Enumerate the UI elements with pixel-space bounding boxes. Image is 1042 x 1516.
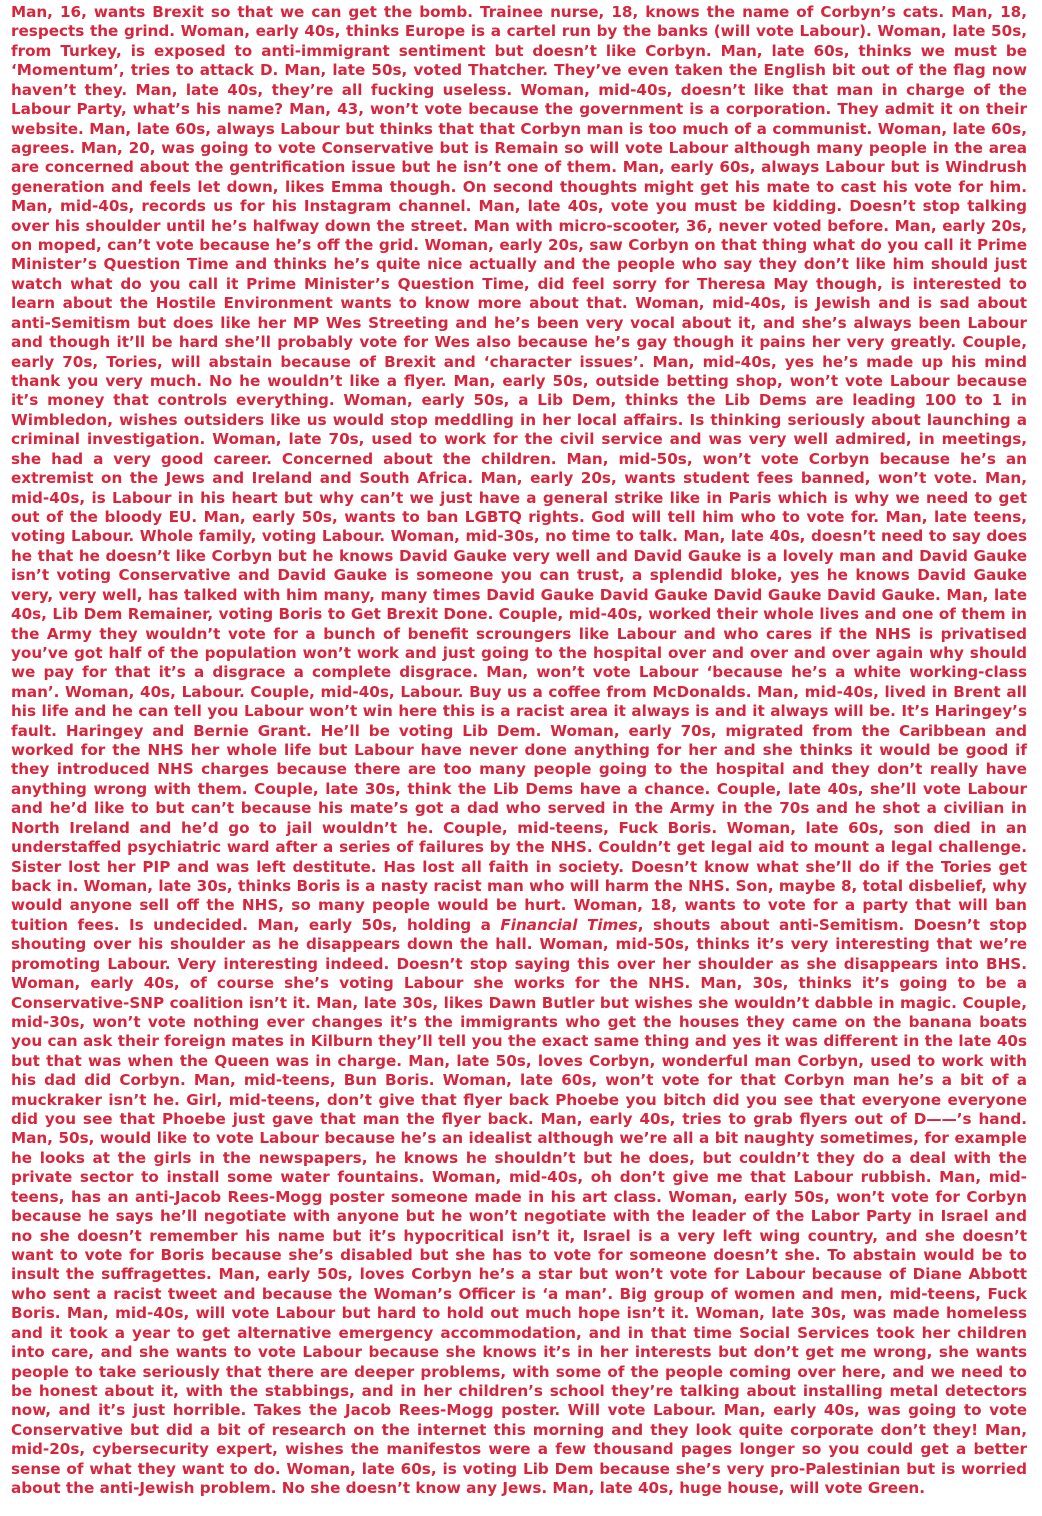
body-text-part-2: , shouts about anti-Semitism. Doesn’t stop shouting over his shoulder as he disappears down the hall. Woman, mid-50s, thinks it’s very interesting that we’re promoting Labour. Very interesting indeed. Doesn’t stop saying this over her shoulder as she disappears into BHS. Woman, early 40s, of course she’s voting Labour she works for the NHS. Man, 30s, thinks it’s going to be a Conservative-SNP coalition isn’t it. Man, late 30s, likes Dawn Butler but wishes she wouldn’t dabble in magic. Couple, mid-30s, won’t vote nothing ever changes it’s the immigrants who get the houses they came on the banana boats you can ask their foreign mates in Kilburn they’ll tell you the exact same thing and yes it was different in the late 40s but that was when the Queen was in charge. Man, late 50s, loves Corbyn, wonderful man Corbyn, used to work with his dad did Corbyn. Man, mid-teens, Bun Boris. Woman, late 60s, won’t vote for that Corbyn man he’s a bit of a muckraker isn’t he. Girl, mid-teens, don’t give that flyer back Phoebe you bitch did you see that everyone everyone did you see that Phoebe just gave that man the flyer back. Man, early 40s, tries to grab flyers out of D——’s hand. Man, 50s, would like to vote Labour because he’s an idealist although we’re all a bit naughty sometimes, for example he looks at the girls in the newspapers, he knows he shouldn’t but he does, but couldn’t they do a deal with the private sector to install some water fountains. Woman, mid-40s, oh don’t give me that Labour rubbish. Man, mid-teens, has an anti-Jacob Rees-Mogg poster someone made in his art class. Woman, early 50s, won’t vote for Corbyn because he says he’ll negotiate with anyone but he won’t negotiate with the leader of the Labor Party in Israel and no she doesn’t remember his name but it’s hypocritical isn’t it, Israel is a very left wing country, and she doesn’t want to vote for Boris because she’s disabled but she has to vote for someone doesn’t she. To abstain would be to insult the suffragettes. Man, early 50s, loves Corbyn he’s a star but won’t vote for Labour because of Diane Abbott who sent a racist tweet and because the Woman’s Officer is ‘a man’. Big group of women and men, mid-teens, Fuck Boris. Man, mid-40s, will vote Labour but hard to hold out much hope isn’t it. Woman, late 30s, was made homeless and it took a year to get alternative emergency accommodation, and in that time Social Services took her children into care, and she wants to vote Labour because she knows it’s in her interests but don’t get me wrong, she wants people to take seriously that there are deeper problems, with some of the people coming over here, and we need to be honest about it, with the stabbings, and in her children’s school they’re talking about installing metal detectors now, and it’s just horrible. Takes the Jacob Rees-Mogg poster. Will vote Labour. Man, early 40s, was going to vote Conservative but did a bit of research on the internet this morning and they look quite corporate don’t they! Man, mid-20s, cybersecurity expert, wishes the manifestos were a few thousand pages longer so you could get a better sense of what they want to do. Woman, late 60s, is voting Lib Dem because she’s very pro-Palestinian but is worried about the anti-Jewish problem. No she doesn’t know any Jews. Man, late 40s, huge house, will vote Green. xyxy=(11,915,1027,1498)
italic-title: Financial Times xyxy=(500,915,638,934)
body-text-part-1: Man, 16, wants Brexit so that we can get the bomb. Trainee nurse, 18, knows the name of Corbyn’s cats. Man, 18, respects the grind. Woman, early 40s, thinks Europe is a cartel run by the banks (will vote Labour). Woman, late 50s, from Turkey, is exposed to anti-immigrant sentiment but doesn’t like Corbyn. Man, late 60s, thinks we must be ‘Momentum’, tries to attack D. Man, late 50s, voted Thatcher. They’ve even taken the English bit out of the flag now haven’t they. Man, late 40s, they’re all fucking useless. Woman, mid-40s, doesn’t like that man in charge of the Labour Party, what’s his name? Man, 43, won’t vote because the government is a corporation. They admit it on their website. Man, late 60s, always Labour but thinks that that Corbyn man is too much of a communist. Woman, late 60s, agrees. Man, 20, was going to vote Conservative but is Remain so will vote Labour although many people in the area are concerned about the gentrification issue but he isn’t one of them. Man, early 60s, always Labour but is Windrush generation and feels let down, likes Emma though. On second thoughts might get his mate to cast his vote for him. Man, mid-40s, records us for his Instagram channel. Man, late 40s, vote you must be kidding. Doesn’t stop talking over his shoulder until he’s halfway down the street. Man with micro-scooter, 36, never voted before. Man, early 20s, on moped, can’t vote because he’s off the grid. Woman, early 20s, saw Corbyn on that thing what do you call it Prime Minister’s Question Time and thinks he’s quite nice actually and the people who say they don’t like him should just watch what do you call it Prime Minister’s Question Time, did feel sorry for Theresa May though, is interested to learn about the Hostile Environment wants to know more about that. Woman, mid-40s, is Jewish and is sad about anti-Semitism but does like her MP Wes Streeting and he’s been very vocal about it, and she’s always been Labour and though it’ll be hard she’ll probably vote for Wes also because he’s gay though it pains her very greatly. Couple, early 70s, Tories, will abstain because of Brexit and ‘character issues’. Man, mid-40s, yes he’s made up his mind thank you very much. No he wouldn’t like a flyer. Man, early 50s, outside betting shop, won’t vote Labour because it’s money that controls everything. Woman, early 50s, a Lib Dem, thinks the Lib Dems are leading 100 to 1 in Wimbledon, wishes outsiders like us would stop meddling in her local affairs. Is thinking seriously about launching a criminal investigation. Woman, late 70s, used to work for the civil service and was very well admired, in meetings, she had a very good career. Concerned about the children. Man, mid-50s, won’t vote Corbyn because he’s an extremist on the Jews and Ireland and South Africa. Man, early 20s, wants student fees banned, won’t vote. Man, mid-40s, is Labour in his heart but why can’t we just have a general strike like in Paris which is why we need to get out of the bloody EU. Man, early 50s, wants to ban LGBTQ rights. God will tell him who to vote for. Man, late teens, voting Labour. Whole family, voting Labour. Woman, mid-30s, no time to talk. Man, late 40s, doesn’t need to say does he that he doesn’t like Corbyn but he knows David Gauke very well and David Gauke is a lovely man and David Gauke isn’t voting Conservative and David Gauke is someone you can trust, a splendid bloke, yes he knows David Gauke very, very well, has talked with him many, many times David Gauke David Gauke David Gauke David Gauke. Man, late 40s, Lib Dem Remainer, voting Boris to Get Brexit Done. Couple, mid-40s, worked their whole lives and one of them in the Army they wouldn’t vote for a bunch of benefit scroungers like Labour and who cares if the NHS is privatised you’ve got half of the population won’t work and just going to the hospital over and over and over again why should we pay for that it’s a disgrace a complete disgrace. Man, won’t vote Labour ‘because he’s a white working-class man’. Woman, 40s, Labour. Couple, mid-40s, Labour. Buy us a coffee from McDonalds. Man, mid-40s, lived in Brent all his life and he can tell you Labour won’t win here this is a racist area it always is and it always will be. It’s Haringey’s fault. Haringey and Bernie Grant. He’ll be voting Lib Dem. Woman, early 70s, migrated from the Caribbean and worked for the NHS her whole life but Labour have never done anything for her and she thinks it would be good if they introduced NHS charges because there are too many people going to the hospital and they don’t really have anything wrong with them. Couple, late 30s, think the Lib Dems have a chance. Couple, late 40s, she’ll vote Labour and he’d like to but can’t because his mate’s got a dad who served in the Army in the 70s and he shot a civilian in North Ireland and he’d go to jail wouldn’t he. Couple, mid-teens, Fuck Boris. Woman, late 60s, son died in an understaffed psychiatric ward after a series of failures by the NHS. Couldn’t get legal aid to mount a legal challenge. Sister lost her PIP and was left destitute. Has lost all faith in society. Doesn’t know what she’ll do if the Tories get back in. Woman, late 30s, thinks Boris is a nasty racist man who will harm the NHS. Son, maybe 8, total disbelief, why would anyone sell off the NHS, so many people would be hurt. Woman, 18, wants to vote for a party that will ban tuition fees. Is undecided. Man, early 50s, holding a xyxy=(11,3,1027,934)
canvassing-text-block xyxy=(11,3,1027,1498)
body-paragraph xyxy=(11,3,1027,1498)
